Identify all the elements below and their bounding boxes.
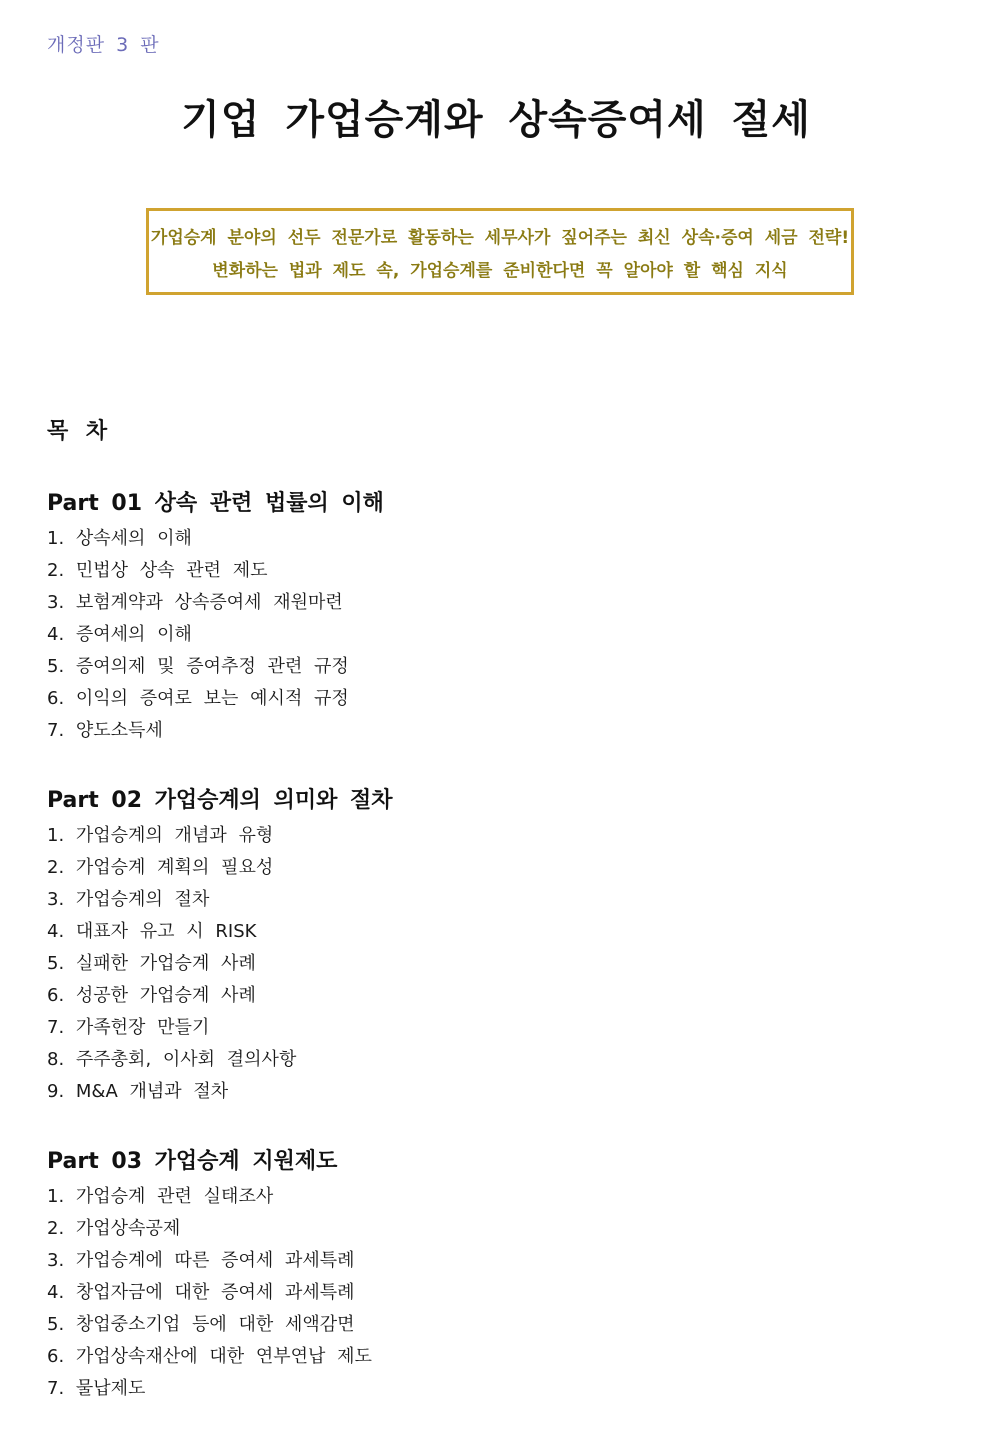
tagline-line-1: 가업승계 분야의 선두 전문가로 활동하는 세무사가 짚어주는 최신 상속·증여 세금 전략! <box>150 227 850 248</box>
toc-item: 3. 가업승계의 절차 <box>47 889 210 910</box>
toc-heading: 목 차 <box>47 419 108 444</box>
part-title: Part 03 가업승계 지원제도 <box>47 1149 338 1174</box>
toc-part-3 <box>47 1143 947 1405</box>
toc-item: 7. 물납제도 <box>47 1378 146 1399</box>
toc-item: 5. 증여의제 및 증여추정 관련 규정 <box>47 656 349 677</box>
toc-item: 1. 상속세의 이해 <box>47 528 192 549</box>
toc-item: 1. 가업승계 관련 실태조사 <box>47 1186 274 1207</box>
toc-item: 5. 창업중소기업 등에 대한 세액감면 <box>47 1314 355 1335</box>
toc-item: 7. 가족헌장 만들기 <box>47 1017 210 1038</box>
toc-part-1 <box>47 485 947 747</box>
toc-item: 2. 민법상 상속 관련 제도 <box>47 560 268 581</box>
toc-item: 6. 성공한 가업승계 사례 <box>47 985 256 1006</box>
toc-item: 2. 가업승계 계획의 필요성 <box>47 857 274 878</box>
toc-item: 4. 창업자금에 대한 증여세 과세특례 <box>47 1282 355 1303</box>
toc-item: 2. 가업상속공제 <box>47 1218 181 1239</box>
toc-item: 1. 가업승계의 개념과 유형 <box>47 825 274 846</box>
toc-item: 9. M&A 개념과 절차 <box>47 1081 229 1102</box>
tagline-line-2: 변화하는 법과 제도 속, 가업승계를 준비한다면 꼭 알아야 할 핵심 지식 <box>212 260 788 281</box>
edition-label: 개정판 3 판 <box>47 34 160 56</box>
toc-item: 4. 대표자 유고 시 RISK <box>47 921 257 942</box>
toc-item: 6. 이익의 증여로 보는 예시적 규정 <box>47 688 349 709</box>
tagline-box <box>146 208 854 295</box>
toc-item: 3. 가업승계에 따른 증여세 과세특례 <box>47 1250 355 1271</box>
part-title: Part 01 상속 관련 법률의 이해 <box>47 491 384 516</box>
toc-item: 7. 양도소득세 <box>47 720 163 741</box>
table-of-contents <box>47 485 947 1440</box>
toc-item: 5. 실패한 가업승계 사례 <box>47 953 256 974</box>
toc-item: 8. 주주총회, 이사회 결의사항 <box>47 1049 297 1070</box>
toc-part-2 <box>47 782 947 1108</box>
document-title: 기업 가업승계와 상속증여세 절세 <box>181 97 811 143</box>
toc-item: 6. 가업상속재산에 대한 연부연납 제도 <box>47 1346 372 1367</box>
toc-item: 4. 증여세의 이해 <box>47 624 192 645</box>
part-title: Part 02 가업승계의 의미와 절차 <box>47 788 393 813</box>
toc-item: 3. 보험계약과 상속증여세 재원마련 <box>47 592 343 613</box>
